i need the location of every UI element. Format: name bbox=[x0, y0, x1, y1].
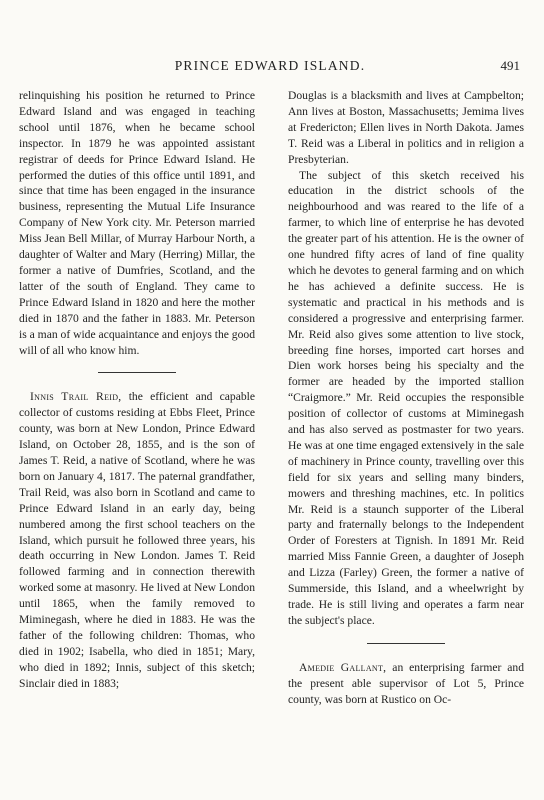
left-column bbox=[19, 88, 255, 692]
paragraph-innis-reid bbox=[19, 389, 255, 691]
page-header bbox=[20, 58, 520, 78]
paragraph-reid-family: Douglas is a blacksmith and lives at Campbelton; Ann lives at Boston, Massachusetts; Jemima lives at Fredericton; Ellen lives in North Dakota. James T. Reid was a Liberal in politics and in religion a Presbyterian. bbox=[288, 89, 524, 166]
subject-name: Innis Trail Reid, bbox=[30, 390, 122, 404]
section-divider bbox=[98, 372, 176, 373]
page-number: 491 bbox=[500, 58, 520, 73]
subject-name: Amedie Gallant, bbox=[299, 660, 387, 674]
paragraph-peterson-continued: relinquishing his position he returned to Prince Edward Island and was engaged in teaching school until 1876, when he became school inspector. In 1879 he was appointed assistant registrar of deeds for Prince Edward Island. He performed the duties of this office until 1891, and since that time has been engaged in the insurance business, representing the Mutual Life Insurance Company of New York city. Mr. Peterson married Miss Jean Bell Millar, of Murray Harbour North, a daughter of Walter and Mary (Herring) Millar, the former a native of Dumfries, Scotland, and the latter of the south of England. They came to Prince Edward Island in 1820 and here the mother died in 1870 and the father in 1883. Mr. Peterson is a man of wide acquaintance and enjoys the good will of all who know him. bbox=[19, 89, 255, 357]
running-title: PRINCE EDWARD ISLAND. bbox=[174, 58, 366, 73]
section-divider bbox=[367, 643, 445, 644]
paragraph-reid-career: The subject of this sketch received his education in the district schools of the neighbourhood and was reared to the life of a farmer, to which line of enterprise he has devoted the greater part of his attention. He is the owner of one hundred fifty acres of land of fine quality which he devotes to general farming and on which he has achieved a definite success. He is systematic and practical in his methods and is considered a progressive and enterprising farmer. Mr. Reid also gives some attention to live stock, breeding fine horses, imported cart horses and Dien work horses being his specialty and the former are headed by the imported stallion “Craigmore.” Mr. Reid occupies the responsible position of collector of customs at Miminegash and has also served as postmaster for two years. He was at one time engaged extensively in the sale of machinery in Prince county, travelling over this field for six years and selling many binders, mowers and threshing machines, etc. In politics Mr. Reid is a staunch supporter of the Liberal party and fraternally belongs to the Independent Order of Foresters at Tignish. In 1891 Mr. Reid married Miss Fannie Green, a daughter of Joseph and Lizza (Farley) Green, the former a native of Summerside, this Island, and a wheelwright by trade. He is still living and operates a farm near the subject's place. bbox=[288, 168, 524, 627]
paragraph-text: the efficient and capable collector of customs residing at Ebbs Fleet, Prince county, was born at New London, Prince Edward Island, on October 28, 1855, and is the son of James T. Reid, a native of Scotland, where he was born on January 4, 1817. The paternal grandfather, Trail Reid, was also born in Scotland and came to Prince Edward Island in an early day, being numbered among the first school teachers on the Island, which pursuit he followed three years, his death occurring in New London. James T. Reid followed farming and in connection therewith worked some at masonry. He lived at New London until 1865, when the family removed to Miminegash, where he died in 1883. He was the father of the following children: Thomas, who died in 1902; Isabella, who died in 1851; Mary, who died in 1892; Innis, subject of this sketch; Sinclair died in 1883; bbox=[19, 390, 255, 690]
paragraph-text: an enterprising farmer and the present able supervisor of Lot 5, Prince county, was born at Rustico on Oc- bbox=[288, 660, 524, 706]
right-column bbox=[288, 88, 524, 708]
paragraph-amedie-gallant bbox=[288, 660, 524, 708]
